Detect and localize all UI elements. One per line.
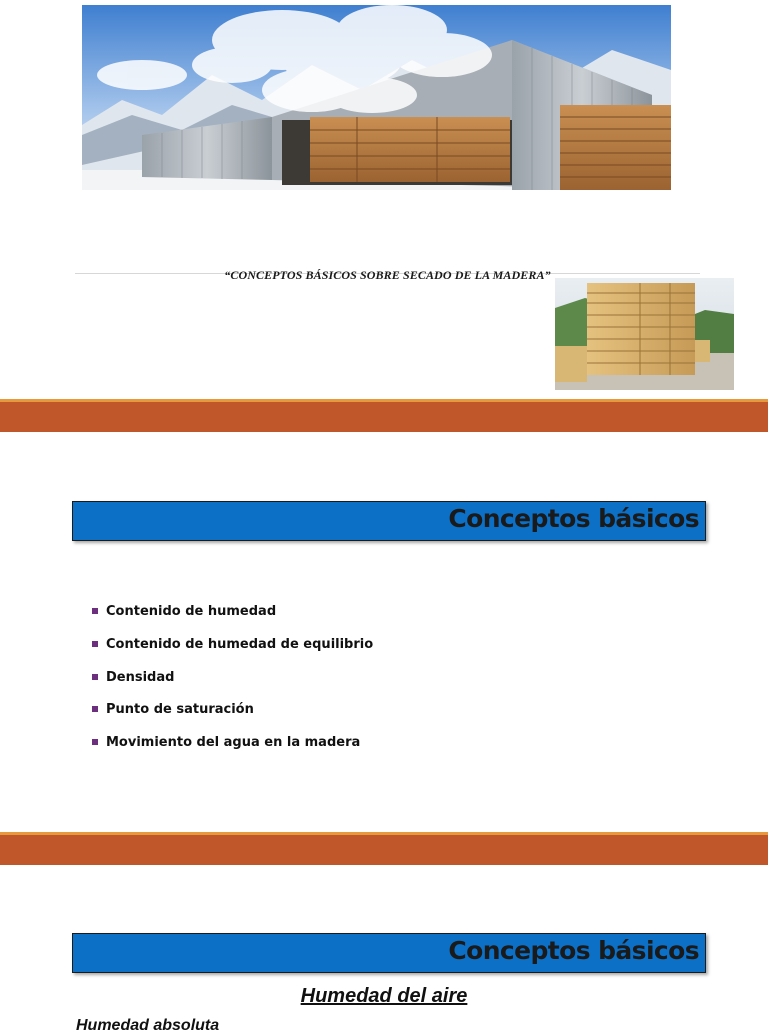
slide-title: “CONCEPTOS BÁSICOS SOBRE SECADO DE LA MADERA” (224, 268, 551, 282)
list-item: Contenido de humedad de equilibrio (92, 637, 373, 670)
section-header-bar (72, 501, 706, 541)
slide-subtitle: Humedad del aire (300, 985, 468, 1007)
slide-separator (0, 399, 768, 432)
bullet-square-icon (92, 674, 98, 680)
kiln-hero-image (82, 5, 671, 190)
section-header-bar (72, 933, 706, 973)
concepts-list (92, 604, 373, 768)
section-header-title: Conceptos básicos (448, 504, 699, 533)
partial-text-line: Humedad absoluta (76, 1017, 220, 1034)
section-header-title: Conceptos básicos (448, 936, 699, 965)
bullet-square-icon (92, 706, 98, 712)
slide-separator (0, 832, 768, 865)
list-item: Contenido de humedad (92, 604, 373, 637)
list-item: Densidad (92, 670, 373, 703)
bullet-square-icon (92, 641, 98, 647)
stacked-lumber-image (555, 278, 734, 390)
bullet-square-icon (92, 739, 98, 745)
bullet-square-icon (92, 608, 98, 614)
list-item: Movimiento del agua en la madera (92, 735, 373, 768)
list-item: Punto de saturación (92, 702, 373, 735)
